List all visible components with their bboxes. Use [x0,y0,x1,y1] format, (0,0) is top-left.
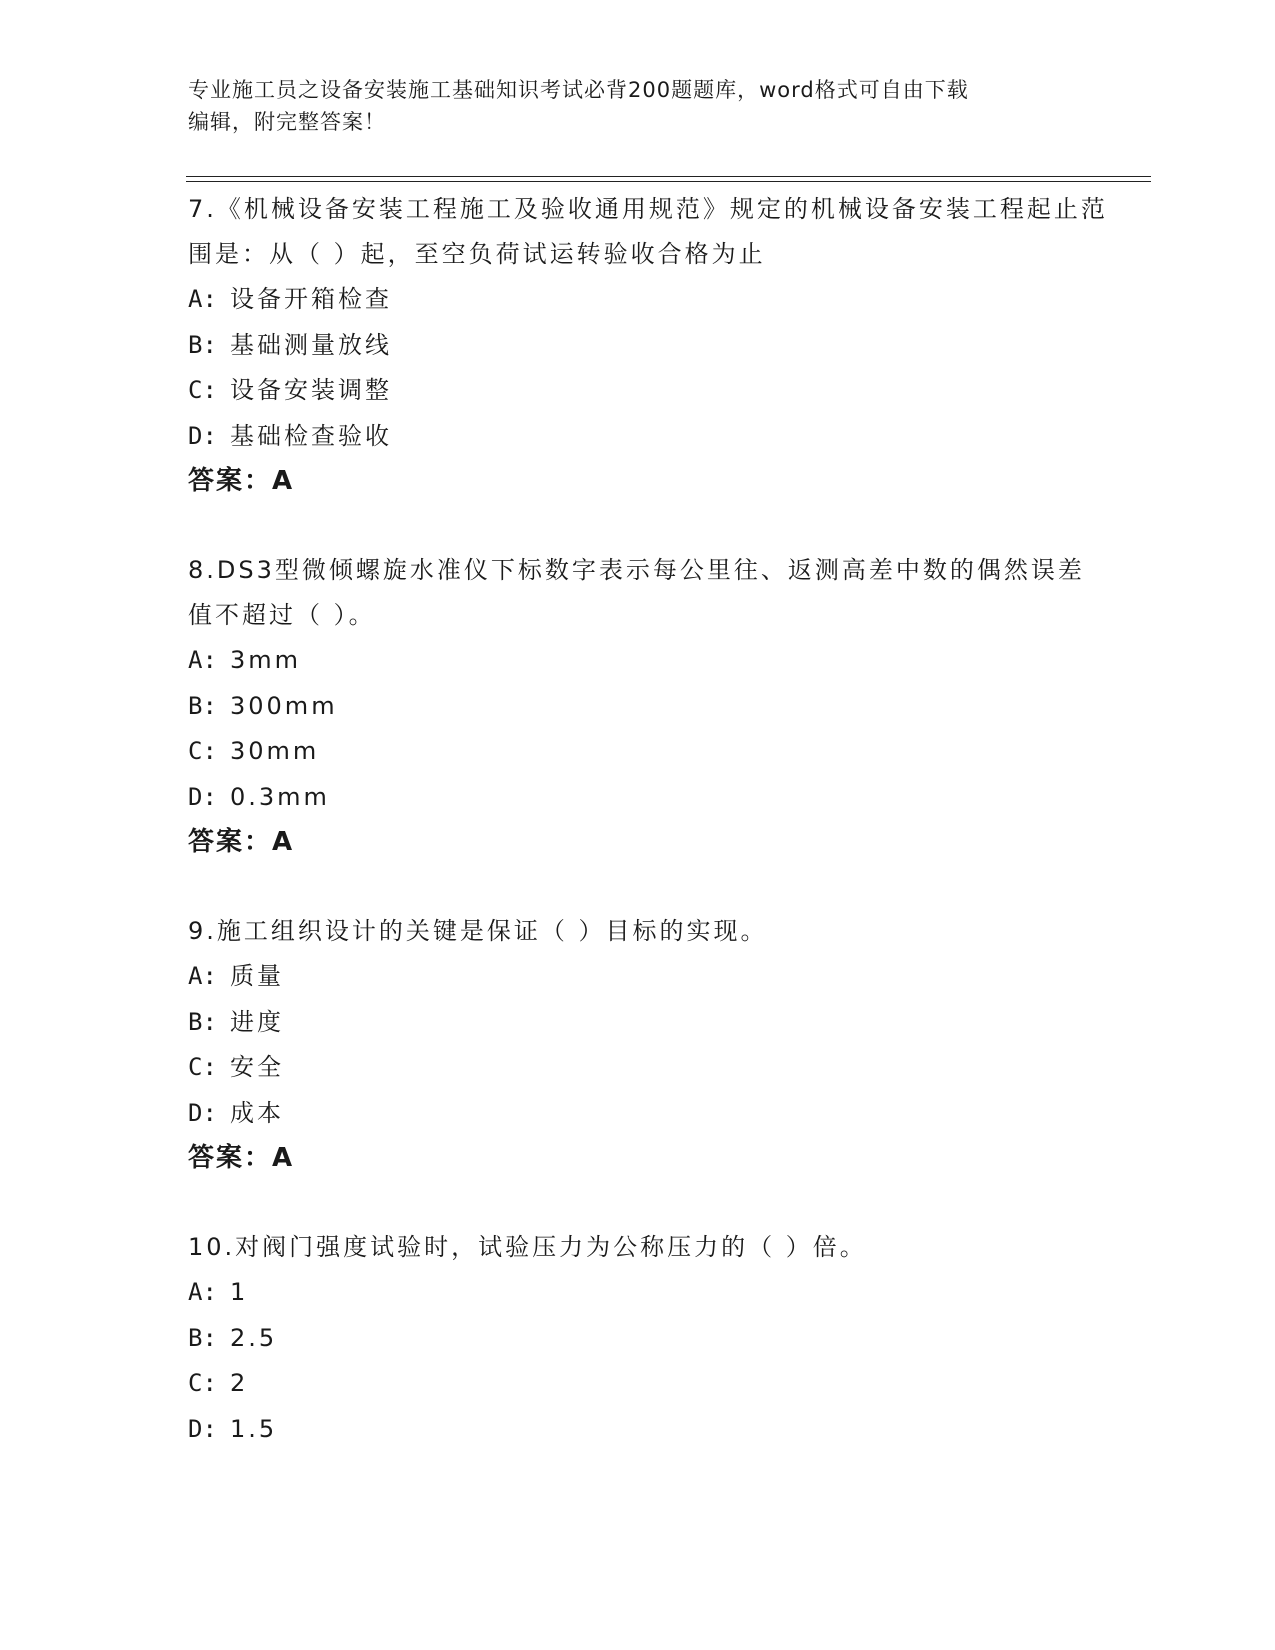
option-letter: B: [188,1323,217,1352]
option-text: 2.5 [230,1323,278,1352]
option-text: 3mm [230,646,302,674]
option-text: 进度 [230,1007,284,1036]
question-number: 8. [188,556,217,584]
option-c [188,729,1108,775]
option-letter: D: [188,782,217,811]
option-d [188,1091,1108,1137]
option-text: 0.3mm [230,782,330,811]
question-stem: DS3型微倾螺旋水准仪下标数字表示每公里往、返测高差中数的偶然误差值不超过（ ）。 [188,556,1085,629]
question-list [188,187,1108,1496]
question-text [188,909,1108,954]
option-letter: D: [188,1414,217,1443]
option-text: 设备开箱检查 [230,285,392,313]
question-8 [188,548,1108,865]
option-c [188,1361,1108,1407]
option-a [188,638,1108,684]
option-letter: C: [188,737,217,765]
question-7 [188,187,1108,504]
option-letter: A: [188,285,217,313]
option-a [188,954,1108,1000]
option-b [188,1000,1108,1046]
question-text [188,1225,1108,1270]
option-b [188,323,1108,369]
option-a [188,1270,1108,1316]
option-letter: B: [188,1007,217,1036]
option-text: 基础检查验收 [230,421,392,450]
option-letter: B: [188,330,217,359]
option-text: 基础测量放线 [230,330,392,359]
option-letter: C: [188,376,217,404]
question-text [188,187,1108,277]
answer-line: 答案：A [188,466,295,496]
question-number: 7. [188,195,217,223]
question-number: 10. [188,1233,236,1261]
option-a [188,277,1108,323]
question-text [188,548,1108,638]
question-number: 9. [188,917,217,945]
option-letter: B: [188,691,217,720]
option-d [188,414,1108,460]
question-9 [188,909,1108,1181]
option-text: 成本 [230,1098,284,1127]
option-text: 2 [230,1369,249,1397]
option-letter: A: [188,962,217,990]
option-letter: C: [188,1369,217,1397]
option-d [188,1407,1108,1453]
option-b [188,684,1108,730]
question-stem: 对阀门强度试验时，试验压力为公称压力的（ ）倍。 [235,1233,867,1261]
option-letter: D: [188,421,217,450]
option-letter: A: [188,646,217,674]
option-d [188,775,1108,821]
option-letter: C: [188,1053,217,1081]
header-line-1: 专业施工员之设备安装施工基础知识考试必背200题题库，word格式可自由下载 [188,78,969,102]
option-letter: D: [188,1098,217,1127]
option-text: 设备安装调整 [230,376,392,404]
question-stem: 《机械设备安装工程施工及验收通用规范》规定的机械设备安装工程起止范围是：从（ ）起，至空负荷试运转验收合格为止 [188,195,1108,268]
option-letter: A: [188,1278,217,1306]
option-text: 质量 [230,962,284,990]
option-text: 300mm [230,691,338,720]
option-text: 安全 [230,1053,284,1081]
answer-line: 答案：A [188,827,295,857]
header-double-rule [186,176,1151,182]
option-text: 30mm [230,737,320,765]
option-c [188,368,1108,414]
question-10 [188,1225,1108,1452]
option-text: 1.5 [230,1414,278,1443]
header-line-2: 编辑，附完整答案！ [188,110,386,134]
option-b [188,1316,1108,1362]
option-c [188,1045,1108,1091]
document-header [188,74,1088,138]
question-stem: 施工组织设计的关键是保证（ ）目标的实现。 [216,917,768,945]
option-text: 1 [230,1278,249,1306]
answer-line: 答案：A [188,1143,295,1173]
